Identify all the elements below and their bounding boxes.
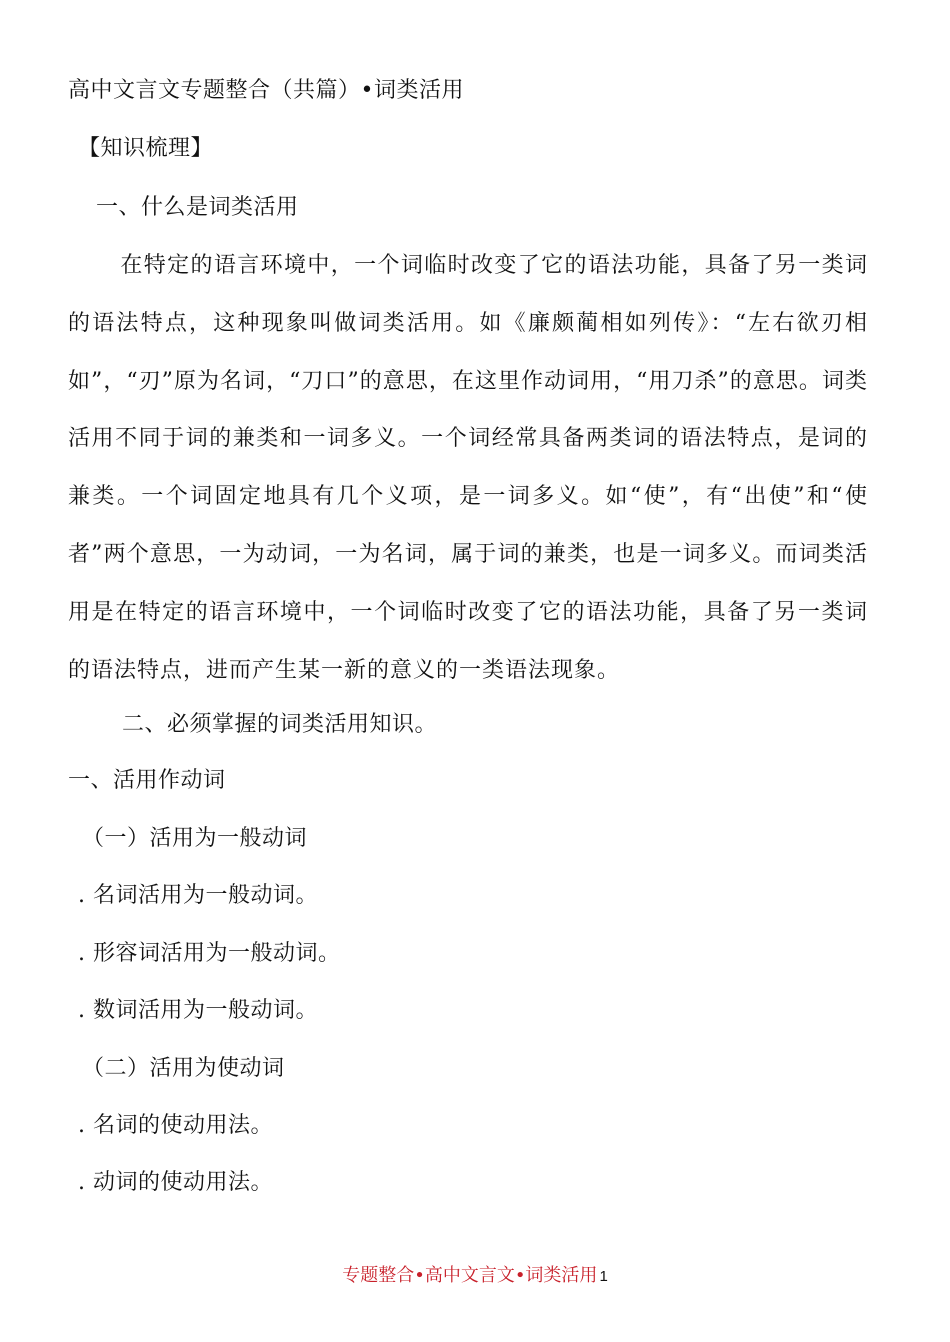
list-item: . 名词的使动用法。 bbox=[78, 1113, 273, 1138]
section-heading: 【知识梳理】 bbox=[78, 136, 214, 161]
list-item: . 动词的使动用法。 bbox=[78, 1170, 273, 1195]
page-number: 1 bbox=[599, 1268, 608, 1285]
sub-heading-verb-usage: 一、活用作动词 bbox=[68, 768, 226, 793]
sub-sub-heading-causative-verb: （二）活用为使动词 bbox=[82, 1056, 285, 1081]
list-item: . 名词活用为一般动词。 bbox=[78, 883, 318, 908]
list-item: . 数词活用为一般动词。 bbox=[78, 998, 318, 1023]
part-one-heading: 一、什么是词类活用 bbox=[96, 195, 299, 220]
sub-sub-heading-general-verb: （一）活用为一般动词 bbox=[82, 826, 308, 851]
footer-text: 专题整合•高中文言文•词类活用 bbox=[342, 1265, 598, 1286]
list-item: . 形容词活用为一般动词。 bbox=[78, 941, 341, 966]
part-two-heading: 二、必须掌握的词类活用知识。 bbox=[122, 712, 438, 737]
part-one-paragraph-text: 在特定的语言环境中，一个词临时改变了它的语法功能，具备了另一类词的语法特点，这种现象叫做词类活用。如《廉颇蔺相如列传》：“左右欲刃相如”，“刃”原为名词，“刀口”的意思，在这里作动词用，“用刀杀”的意思。词类活用不同于词的兼类和一词多义。一个词经常具备两类词的语法特点，是词的兼类。一个词固定地具有几个义项，是一词多义。如“使”，有“出使”和“使者”两个意思，一为动词，一为名词，属于词的兼类，也是一词多义。而词类活用是在特定的语言环境中，一个词临时改变了它的语法功能，具备了另一类词的语法特点，进而产生某一新的意义的一类语法现象。 bbox=[68, 253, 868, 683]
part-one-paragraph bbox=[68, 237, 868, 699]
page-footer bbox=[0, 1263, 950, 1290]
document-title: 高中文言文专题整合（共篇）•词类活用 bbox=[68, 78, 464, 103]
